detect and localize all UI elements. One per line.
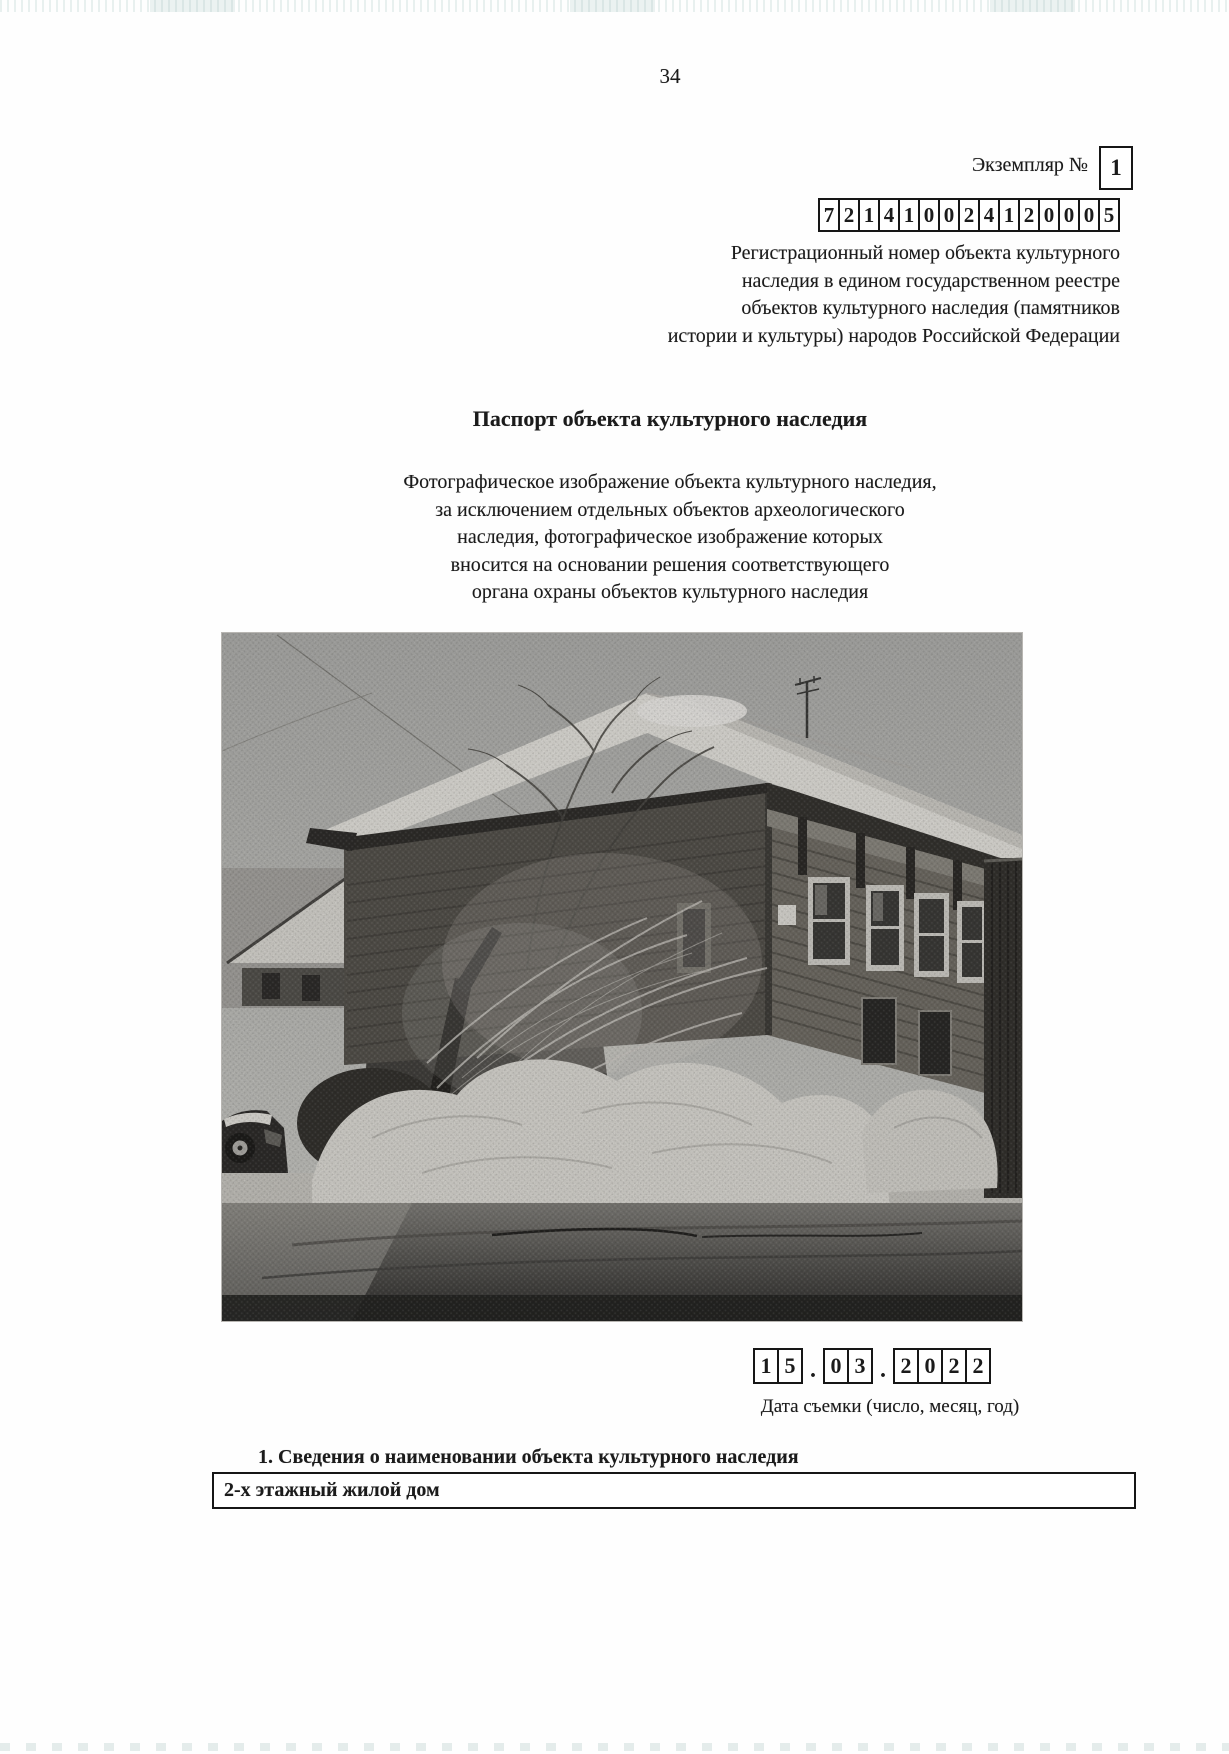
intro-line: вносится на основании решения соответствующего [450, 553, 890, 576]
date-day-group [753, 1348, 803, 1384]
reg-digit-cell: 0 [1038, 198, 1060, 232]
date-digit-cell: 0 [917, 1348, 943, 1384]
reg-digit-cell: 2 [958, 198, 980, 232]
reg-digit-cell: 1 [858, 198, 880, 232]
intro-line: за исключением отдельных объектов археологического [435, 498, 905, 521]
registration-caption [540, 240, 1120, 350]
registration-caption-line: Регистрационный номер объекта культурного [730, 242, 1120, 264]
document-title: Паспорт объекта культурного наследия [472, 406, 868, 431]
date-digit-cell: 2 [893, 1348, 919, 1384]
date-digit-cell: 1 [753, 1348, 779, 1384]
scan-artifact-top [0, 0, 1229, 12]
section-1-value-box: 2-х этажный жилой дом [212, 1472, 1136, 1509]
registration-caption-line: наследия в едином государственном реестре [741, 269, 1120, 292]
date-digit-cell: 3 [847, 1348, 873, 1384]
reg-digit-cell: 2 [838, 198, 860, 232]
section-1-heading: 1. Сведения о наименовании объекта культурного наследия [258, 1446, 799, 1468]
heritage-photo [222, 633, 1022, 1321]
date-digit-cell: 2 [965, 1348, 991, 1384]
reg-digit-cell: 0 [1078, 198, 1100, 232]
intro-line: наследия, фотографическое изображение которых [457, 526, 883, 549]
date-separator: . [810, 1357, 816, 1383]
date-digit-cell: 5 [777, 1348, 803, 1384]
copy-number-box: 1 [1099, 146, 1133, 190]
reg-digit-cell: 4 [878, 198, 900, 232]
scan-artifact-bottom [0, 1743, 1229, 1751]
copy-number-label: Экземпляр № [971, 154, 1088, 176]
reg-digit-cell: 1 [898, 198, 920, 232]
intro-line: Фотографическое изображение объекта культурного наследия, [403, 471, 937, 493]
reg-digit-cell: 5 [1098, 198, 1120, 232]
date-digit-cell: 0 [823, 1348, 849, 1384]
date-separator: . [880, 1357, 886, 1383]
registration-number-row [818, 198, 1120, 232]
date-month-group [823, 1348, 873, 1384]
registration-caption-line: истории и культуры) народов Российской Федерации [667, 324, 1120, 347]
reg-digit-cell: 0 [1058, 198, 1080, 232]
reg-digit-cell: 1 [998, 198, 1020, 232]
intro-paragraph [270, 469, 1070, 607]
page-number: 34 [659, 64, 681, 88]
grain-overlay [222, 633, 1022, 1321]
date-year-group [893, 1348, 991, 1384]
heritage-photo-illustration [222, 633, 1022, 1321]
reg-digit-cell: 0 [918, 198, 940, 232]
reg-digit-cell: 4 [978, 198, 1000, 232]
shooting-date-row [753, 1348, 991, 1384]
date-caption: Дата съемки (число, месяц, год) [760, 1396, 1020, 1417]
registration-caption-line: объектов культурного наследия (памятников [741, 297, 1120, 319]
intro-line: органа охраны объектов культурного наследия [471, 581, 869, 604]
reg-digit-cell: 2 [1018, 198, 1040, 232]
reg-digit-cell: 0 [938, 198, 960, 232]
date-digit-cell: 2 [941, 1348, 967, 1384]
reg-digit-cell: 7 [818, 198, 840, 232]
